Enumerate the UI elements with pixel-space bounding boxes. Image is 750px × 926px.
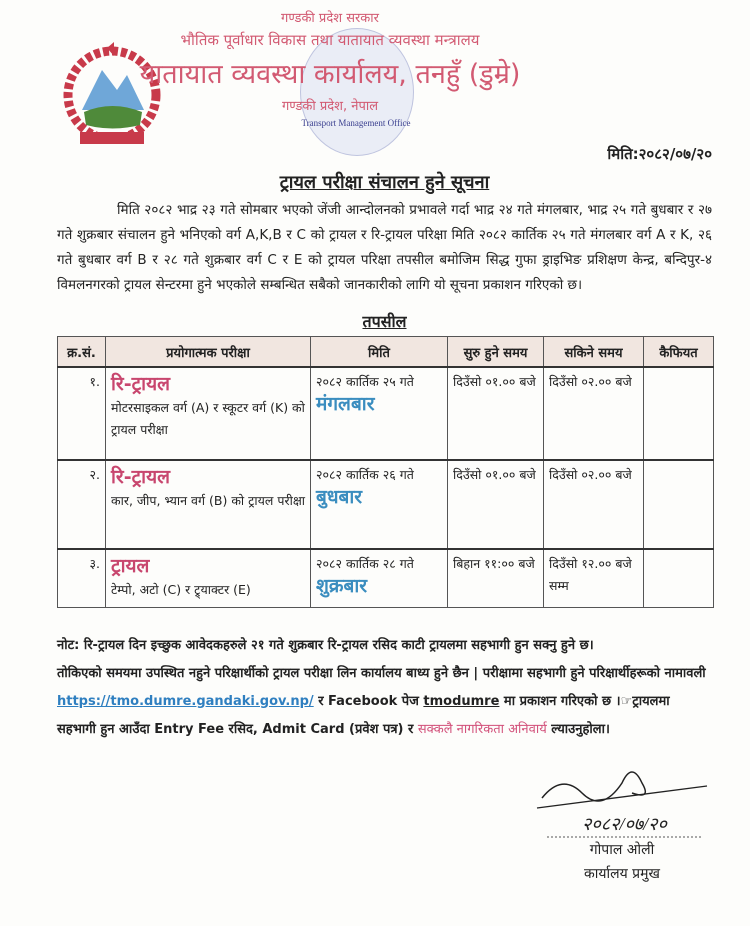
letterhead-ministry: भौतिक पूर्वाधार विकास तथा यातायात व्यवस्था मन्त्रालय [180,31,480,49]
remarks-cell [644,549,714,607]
exam-day: मंगलबार [316,393,375,415]
column-header: सुरु हुने समय [448,337,544,368]
exam-day: शुक्रबार [316,575,368,597]
exam-kind: रि-ट्रायल [111,373,170,395]
table-row [58,460,714,549]
table-heading: तपसील [362,312,407,331]
exam-desc: टेम्पो, अटो (C) र ट्र्याक्टर (E) [111,582,251,597]
date-cell: २०८२ कार्तिक २५ गते मंगलबार [311,367,448,460]
signatory-name: गोपाल ओली [589,841,655,858]
date-cell: २०८२ कार्तिक २६ गते बुधबार [311,460,448,549]
exam-day: बुधबार [316,486,363,508]
letterhead-location: गण्डकी प्रदेश, नेपाल [281,99,379,114]
notice-paragraph: मिति २०८२ भाद्र २३ गते सोमबार भएको जेंजी आन्दोलनको प्रभावले गर्दा भाद्र २४ गते मंगलबार, भाद्र २५ गते बुधबार र २७ गते शुक्रबार संचालन हुने भनिएको वर्ग A,K,B र C को ट्रायल र रि-ट्रायल परिक्षा मिति २०८२ कार्तिक २५ गते मंगलबार वर्ग A र K, २६ गते बुधबार वर्ग B र २८ गते शुक्रबार वर्ग C र E को ट्रायल परिक्षा तपसील बमोजिम सिद्ध गुफा ड्राइभिङ प्रशिक्षण केन्द्र, बन्दिपुर-४ विमलनगरको ट्रायल सेन्टरमा हुने भएकोले सम्बन्धित सबैको जानकारीको लागि यो सूचना प्रकाशन गरिएको छ। [57,202,712,293]
notice-body [0,144,750,906]
signature-block [532,758,712,886]
column-header: प्रयोगात्मक परीक्षा [106,337,311,368]
date-cell: २०८२ कार्तिक २८ गते शुक्रबार [311,549,448,607]
note-reapply: नोट: रि-ट्रायल दिन इच्छुक आवेदकहरुले २१ गते शुक्रबार रि-ट्रायल रसिद काटी ट्रायलमा सहभागी हुन सक्नु हुने छ। [57,637,594,653]
facebook-page-name: tmodumre [423,693,500,709]
remarks-cell [644,367,714,460]
start-time-cell: दिउँसो ०१.०० बजे [448,460,544,549]
signatory [532,838,712,886]
column-header: सकिने समय [544,337,644,368]
website-link[interactable]: https://tmo.dumre.gandaki.gov.np/ [57,693,314,709]
exam-kind: रि-ट्रायल [111,466,170,488]
svg-text:२०८२/०७/२०: २०८२/०७/२० [582,813,667,834]
letterhead [0,0,750,142]
column-header: मिति [311,337,448,368]
remarks-cell [644,460,714,549]
exam-cell [106,367,311,460]
signatory-designation: कार्यालय प्रमुख [584,865,660,882]
end-time-cell: दिउँसो ०२.०० बजे [544,367,644,460]
handwritten-signature [532,758,712,838]
office-stamp-text: Transport Management Office [301,118,411,128]
schedule-table [57,336,714,608]
letterhead-office: यातायात व्यवस्था कार्यालय, तनहुँ (डुम्रे) [139,59,521,90]
note-attendance: तोकिएको समयमा उपस्थित नहुने परिक्षार्थीको ट्रायल परीक्षा लिन कार्यालय बाध्य हुने छैन | परीक्षामा सहभागी हुने परिक्षार्थीहरूको नामावली https://tmo.dumre.gandaki.gov.np/ र Facebook पेज tmodumre मा प्रकाशन गरिएको छ ।☞ट्रायलमा सहभागी हुन आउँदा Entry Fee रसिद, Admit Card (प्रवेश पत्र) र सक्कलै नागरिकता अनिवार्य ल्याउनुहोला। [57,665,706,737]
end-time-cell: दिउँसो १२.०० बजे सम्म [544,549,644,607]
letterhead-government: गण्डकी प्रदेश सरकार [281,11,379,26]
table-header-row [58,337,714,368]
exam-cell [106,460,311,549]
exam-desc: मोटरसाइकल वर्ग (A) र स्कूटर वर्ग (K) को ट्रायल परीक्षा [111,400,305,437]
start-time-cell: दिउँसो ०१.०० बजे [448,367,544,460]
start-time-cell: बिहान ११:०० बजे [448,549,544,607]
serial-cell: ३. [58,549,106,607]
exam-cell [106,549,311,607]
table-row [58,549,714,607]
column-header: क्र.सं. [58,337,106,368]
serial-cell: १. [58,367,106,460]
end-time-cell: दिउँसो ०२.०० बजे [544,460,644,549]
exam-kind: ट्रायल [111,555,150,577]
notice-title: ट्रायल परीक्षा संचालन हुने सूचना [279,172,490,193]
column-header: कैफियत [644,337,714,368]
exam-desc: कार, जीप, भ्यान वर्ग (B) को ट्रायल परीक्षा [111,493,306,508]
serial-cell: २. [58,460,106,549]
table-row [58,367,714,460]
notice-date: मिति:२०८२/०७/२० [607,145,712,163]
